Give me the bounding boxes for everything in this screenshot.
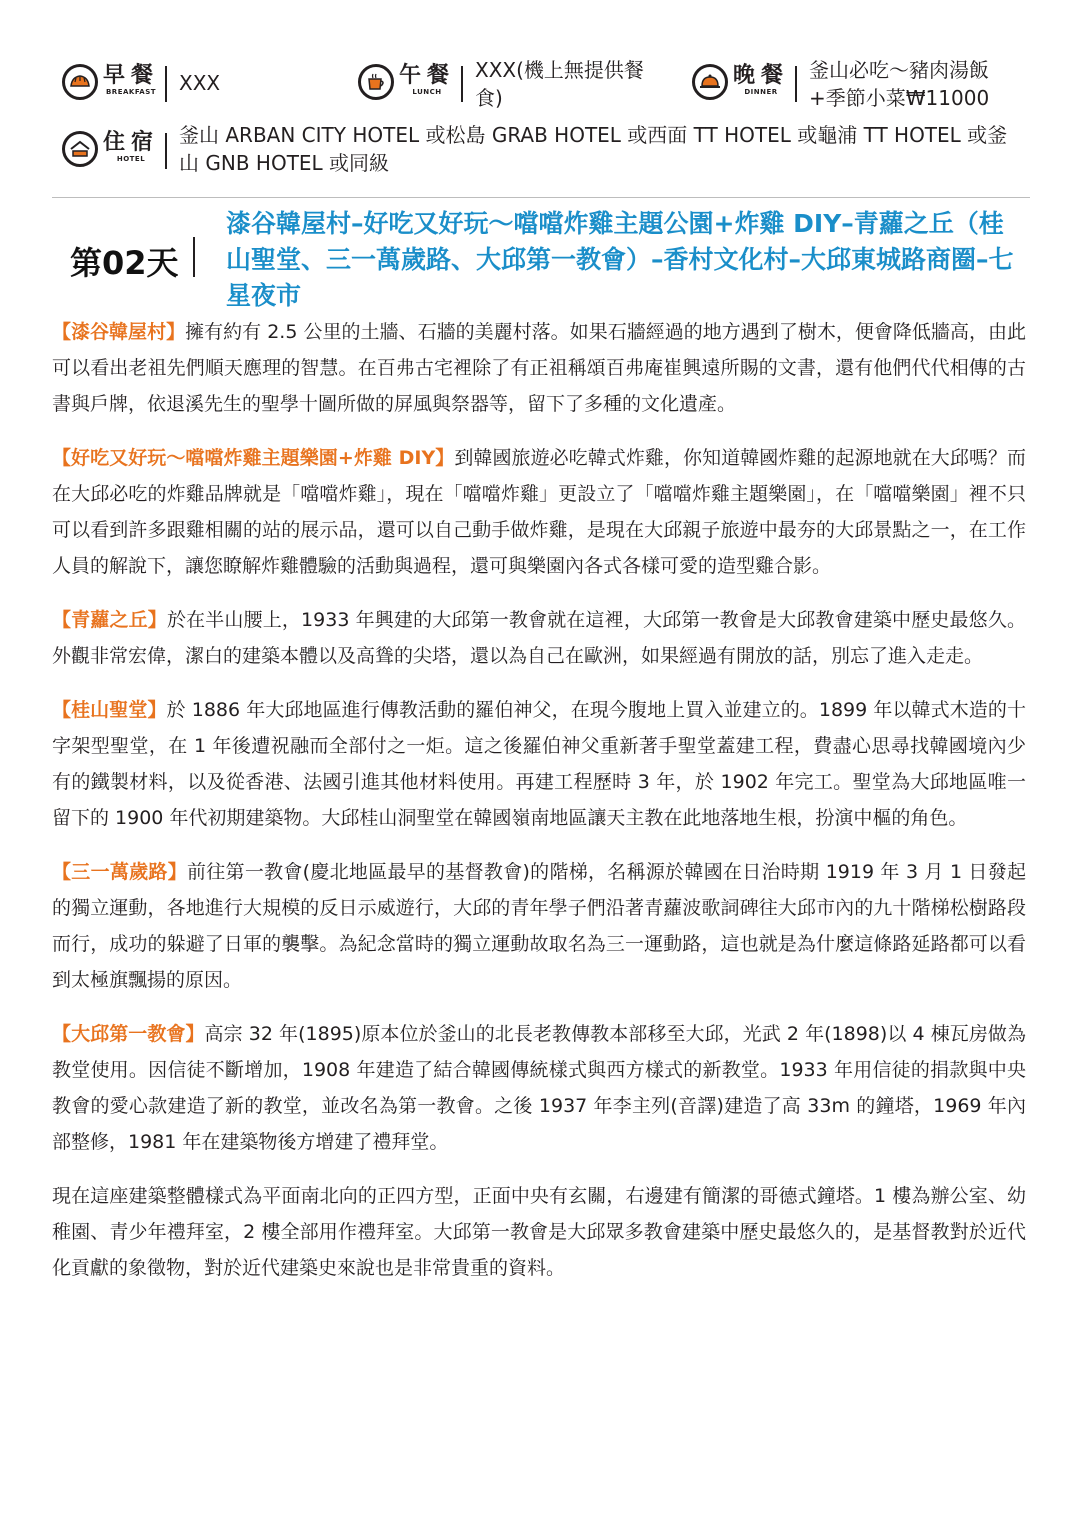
section-text: 現在這座建築整體樣式為平面南北向的正四方型，正面中央有玄關，右邊建有簡潔的哥德式鐘塔。1 樓為辦公室、幼稚園、青少年禮拜室，2 樓全部用作禮拜室。大邱第一教會是大邱眾多教會建築中歷史最悠久的，是基督教對於近代化貢獻的象徵物，對於近代建築史來說也是非常貴重的資料。 — [52, 1185, 1026, 1279]
lunch-info — [358, 58, 671, 112]
hotel-icon — [62, 131, 98, 167]
section-tag: 【好吃又好玩～噹噹炸雞主題樂園+炸雞 DIY】 — [52, 447, 455, 469]
day-label: 第02天 — [70, 244, 179, 282]
section-paragraph — [52, 692, 1026, 836]
itinerary-content — [52, 314, 1026, 1304]
dinner-title-en: DINNER — [744, 88, 778, 96]
breakfast-title-en: BREAKFAST — [105, 88, 157, 96]
section-tag: 【漆谷韓屋村】 — [52, 321, 186, 343]
section-paragraph — [52, 1016, 1026, 1160]
section-paragraph — [52, 440, 1026, 584]
breakfast-icon — [62, 64, 98, 100]
section-divider — [52, 197, 1030, 198]
hotel-info — [62, 123, 1009, 177]
dinner-info — [692, 58, 1009, 112]
dinner-icon — [692, 64, 728, 100]
section-tag: 【青蘿之丘】 — [52, 609, 167, 631]
divider — [461, 66, 463, 102]
day-title: 漆谷韓屋村–好吃又好玩～噹噹炸雞主題公園+炸雞 DIY–青蘿之丘（桂山聖堂、三一萬歲路、大邱第一教會）–香村文化村–大邱東城路商圈–七星夜市 — [226, 209, 1014, 310]
section-text: 於在半山腰上，1933 年興建的大邱第一教會就在這裡，大邱第一教會是大邱教會建築中歷史最悠久。外觀非常宏偉，潔白的建築本體以及高聳的尖塔，還以為自己在歐洲，如果經過有開放的話，別忘了進入走走。 — [52, 609, 1026, 667]
section-text: 到韓國旅遊必吃韓式炸雞，你知道韓國炸雞的起源地就在大邱嗎？而在大邱必吃的炸雞品牌就是「噹噹炸雞」，現在「噹噹炸雞」更設立了「噹噹炸雞主題樂園」，在「噹噹樂園」裡不只可以看到許多跟雞相關的站的展示品，還可以自己動手做炸雞，是現在大邱親子旅遊中最夯的大邱景點之一，在工作人員的解說下，讓您瞭解炸雞體驗的活動與過程，還可與樂園內各式各樣可愛的造型雞合影。 — [52, 447, 1026, 577]
lunch-text: XXX(機上無提供餐食) — [475, 58, 644, 110]
section-text: 擁有約有 2.5 公里的土牆、石牆的美麗村落。如果石牆經過的地方遇到了樹木，便會降低牆高，由此可以看出老祖先們順天應理的智慧。在百弗古宅裡除了有正祖稱頌百弗庵崔興遠所賜的文書，還有他們代代相傳的古書與戶牌，依退溪先生的聖學十圖所做的屏風與祭器等，留下了多種的文化遺產。 — [52, 321, 1026, 415]
divider — [795, 66, 797, 102]
lunch-icon — [358, 64, 394, 100]
divider — [165, 133, 167, 169]
section-tag: 【大邱第一教會】 — [52, 1023, 205, 1045]
hotel-title-en: HOTEL — [116, 155, 146, 163]
breakfast-info — [62, 64, 329, 102]
section-text: 前往第一教會(慶北地區最早的基督教會)的階梯，名稱源於韓國在日治時期 1919 年 3 月 1 日發起的獨立運動，各地進行大規模的反日示威遊行，大邱的青年學子們沿著青蘿波歌詞碑往大邱市內的九十階梯松樹路段而行，成功的躲避了日軍的襲擊。為紀念當時的獨立運動故取名為三一運動路，這也就是為什麼這條路延路都可以看到太極旗飄揚的原因。 — [52, 861, 1026, 991]
hotel-title: 住宿 — [103, 130, 160, 155]
section-text: 高宗 32 年(1895)原本位於釜山的北長老教傳教本部移至大邱，光武 2 年(1898)以 4 棟瓦房做為教堂使用。因信徒不斷增加，1908 年建造了結合韓國傳統樣式與西方樣式的新教堂。1933 年用信徒的捐款與中央教會的愛心款建造了新的教堂，並改名為第一教會。之後 1937 年李主列(音譯)建造了高 33m 的鐘塔，1969 年內部整修，1981 年在建築物後方增建了禮拜堂。 — [52, 1023, 1026, 1153]
section-tag: 【三一萬歲路】 — [52, 861, 187, 883]
dinner-text: 釜山必吃～豬肉湯飯+季節小菜₩11000 — [809, 58, 990, 110]
day-divider — [193, 237, 195, 277]
hotel-text: 釜山 ARBAN CITY HOTEL 或松島 GRAB HOTEL 或西面 TT HOTEL 或龜浦 TT HOTEL 或釜山 GNB HOTEL 或同級 — [179, 123, 1008, 175]
lunch-title: 午餐 — [399, 63, 456, 88]
section-paragraph — [52, 314, 1026, 422]
section-paragraph — [52, 1178, 1026, 1286]
section-paragraph — [52, 602, 1026, 674]
lunch-title-en: LUNCH — [412, 88, 442, 96]
section-paragraph — [52, 854, 1026, 998]
section-tag: 【桂山聖堂】 — [52, 699, 167, 721]
divider — [165, 66, 167, 102]
section-text: 於 1886 年大邱地區進行傳教活動的羅伯神父，在現今腹地上買入並建立的。1899 年以韓式木造的十字架型聖堂，在 1 年後遭祝融而全部付之一炬。這之後羅伯神父重新著手聖堂蓋建工程，費盡心思尋找韓國境內少有的鐵製材料，以及從香港、法國引進其他材料使用。再建工程歷時 3 年，於 1902 年完工。聖堂為大邱地區唯一留下的 1900 年代初期建築物。大邱桂山洞聖堂在韓國嶺南地區讓天主教在此地落地生根，扮演中樞的角色。 — [52, 699, 1026, 829]
breakfast-title: 早餐 — [103, 63, 160, 88]
dinner-title: 晚餐 — [733, 63, 790, 88]
breakfast-text: XXX — [179, 71, 221, 95]
